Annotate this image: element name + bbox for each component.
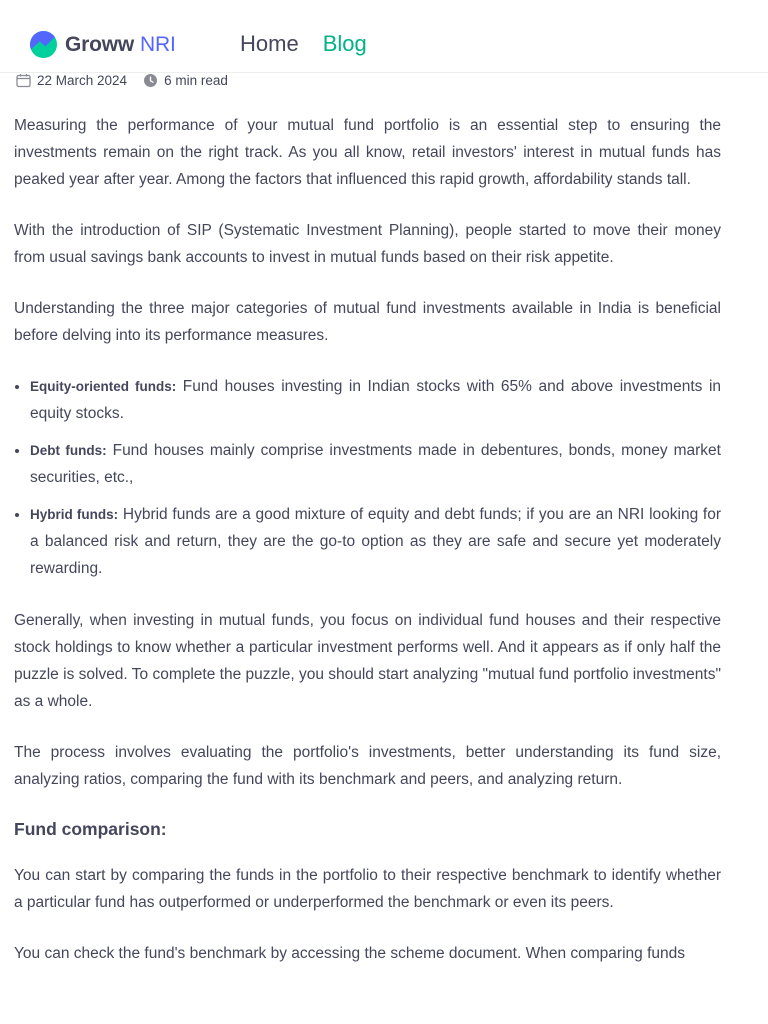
paragraph: Generally, when investing in mutual funds, you focus on individual fund houses and their respective stock holdings to know whether a particular investment performs well. And it appears as if only half the puzzle is solved. To complete the puzzle, you should start analyzing "mutual fund portfolio investments" as a whole. [14,612,721,710]
clock-icon [143,73,158,88]
calendar-icon [16,73,31,88]
list-item-term: Hybrid funds: [30,507,119,522]
read-time [143,73,228,88]
main-nav [240,31,367,57]
list-item-term: Equity-oriented funds: [30,379,177,394]
logo[interactable] [29,29,176,60]
list-item-text: Fund houses mainly comprise investments made in debentures, bonds, money market securities, etc., [30,442,721,486]
article-body [14,112,721,991]
groww-logo-icon [29,29,58,60]
section-heading: Fund comparison: [14,819,167,839]
list-item [30,437,721,491]
logo-nri-label: NRI [140,32,176,56]
paragraph: With the introduction of SIP (Systematic Investment Planning), people started to move their money from usual savings bank accounts to invest in mutual funds based on their risk appetite. [14,222,721,266]
publish-date-text: 22 March 2024 [37,73,128,88]
list-item-text: Fund houses investing in Indian stocks with 65% and above investments in equity stocks. [30,378,722,422]
paragraph: You can start by comparing the funds in the portfolio to their respective benchmark to identify whether a particular fund has outperformed or underperformed the benchmark or even its peers. [14,867,721,911]
list-item [30,373,721,427]
site-header [0,0,768,73]
nav-blog-link[interactable]: Blog [322,31,367,56]
fund-categories-list [14,373,721,582]
paragraph: Understanding the three major categories of mutual fund investments available in India is beneficial before delving into its performance measures. [14,300,721,344]
nav-home-link[interactable]: Home [240,31,299,56]
paragraph: The process involves evaluating the portfolio's investments, better understanding its fund size, analyzing ratios, comparing the fund with its benchmark and peers, and analyzing return. [14,744,721,788]
read-time-text: 6 min read [164,73,228,88]
list-item-text: Hybrid funds are a good mixture of equity and debt funds; if you are an NRI looking for a balanced risk and return, they are the go-to option as they are safe and secure yet moderately rewarding. [30,506,721,577]
publish-date [16,73,127,88]
article-meta [16,73,228,88]
paragraph: Measuring the performance of your mutual fund portfolio is an essential step to ensuring the investments remain on the right track. As you all know, retail investors' interest in mutual funds has peaked year after year. Among the factors that influenced this rapid growth, affordability stands tall. [14,117,721,188]
paragraph: You can check the fund's benchmark by accessing the scheme document. When comparing funds [14,945,685,962]
list-item [30,501,721,582]
logo-wordmark: Groww [65,32,135,56]
list-item-term: Debt funds: [30,443,107,458]
